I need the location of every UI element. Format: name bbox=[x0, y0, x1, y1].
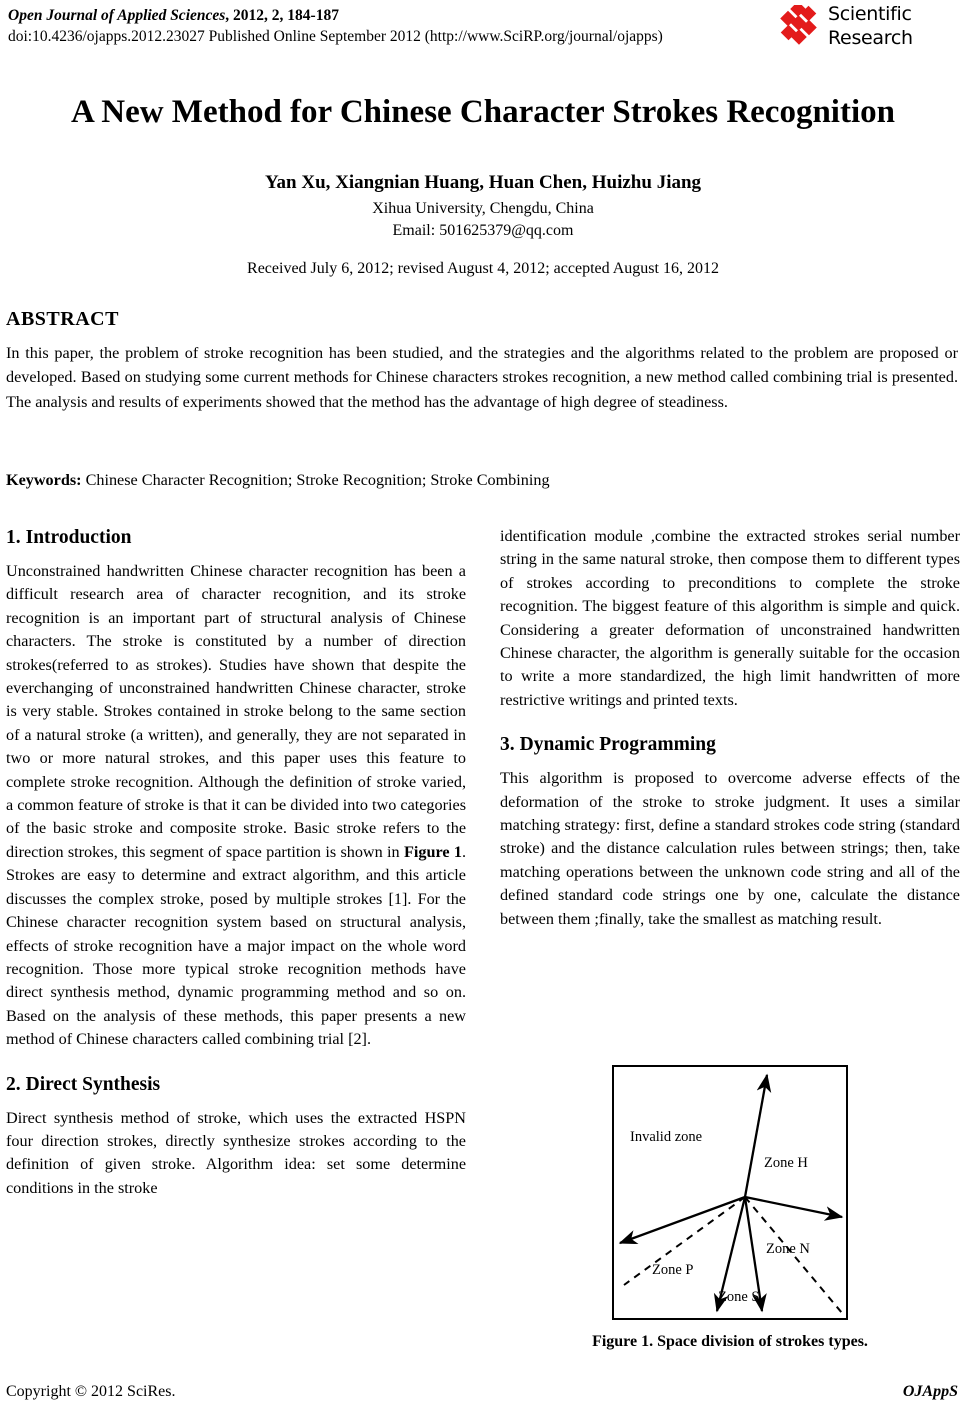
keywords-label: Keywords: bbox=[6, 471, 82, 489]
diamond-logo-icon bbox=[778, 5, 824, 49]
figure-label-zone-h: Zone H bbox=[764, 1155, 808, 1171]
figure-label-zone-s: Zone S bbox=[718, 1289, 760, 1305]
logo-text bbox=[828, 2, 913, 50]
section-title-2: Direct Synthesis bbox=[25, 1073, 161, 1095]
direct-synthesis-paragraph: Direct synthesis method of stroke, which uses the extracted HSPN four direction strokes, directly synthesize strokes according to the definition of given stroke. Algorithm idea: set some determine conditions in the stroke bbox=[6, 1108, 466, 1197]
figure-label-zone-p: Zone P bbox=[652, 1262, 694, 1278]
submission-dates: Received July 6, 2012; revised August 4, 2012; accepted August 16, 2012 bbox=[247, 260, 719, 277]
header-doi-line: doi:10.4236/ojapps.2012.23027 Published Online September 2012 (http://www.SciRP.org/journal/ojapps) bbox=[8, 28, 663, 45]
figure-1-container bbox=[500, 1065, 960, 1352]
journal-name: Open Journal of Applied Sciences bbox=[8, 7, 226, 24]
section-heading-dynamic-programming bbox=[500, 732, 960, 758]
figure-reference: Figure 1 bbox=[403, 842, 462, 861]
scientific-research-logo bbox=[778, 2, 960, 52]
direct-synthesis-continued-paragraph: identification module ,combine the extracted strokes serial number string in the same natural stroke, then compose them to different types of strokes according to preconditions to complete the stroke recognition. The biggest feature of this algorithm is simple and quick. Considering a greater deformation of unconstrained handwritten Chinese character, the algorithm is generally suitable for the occasion to write a more standardized, the high limit handwritten of more restrictive writings and printed texts. bbox=[500, 527, 960, 709]
keywords-values: Chinese Character Recognition; Stroke Recognition; Stroke Combining bbox=[81, 471, 550, 489]
right-column bbox=[500, 525, 960, 931]
section-number-3: 3. bbox=[500, 734, 515, 756]
space-division-diagram bbox=[614, 1067, 846, 1318]
logo-text-line1: Scientific bbox=[828, 3, 912, 25]
footer-journal-abbrev: OJAppS bbox=[902, 1383, 958, 1400]
figure-label-zone-n: Zone N bbox=[766, 1241, 810, 1257]
keywords-line bbox=[6, 468, 958, 492]
journal-issue-info: , 2012, 2, 184-187 bbox=[225, 7, 339, 24]
arrow-left-boundary bbox=[620, 1197, 745, 1243]
contact-email: Email: 501625379@qq.com bbox=[392, 222, 574, 239]
section-heading-direct-synthesis bbox=[6, 1072, 466, 1098]
arrow-zone-h-boundary bbox=[745, 1075, 767, 1197]
intro-text-part1: Unconstrained handwritten Chinese character recognition has been a difficult research area of character recognition, and its stroke recognition is an important part of structural analysis of Chinese characters. The stroke is constituted by a number of direction strokes(referred to as strokes). Studies have shown that despite the everchanging of unconstrained handwritten Chinese character, stroke is very stable. Strokes contained in stroke belong to the same section of a natural stroke (a written), and generally, they are not separated in two or more natural strokes, and this paper uses this feature to complete stroke recognition. Although the definition of stroke varied, a common feature of stroke is that it can be divided into two categories of the basic stroke and composite stroke. Basic stroke refers to the direction strokes, this segment of space partition is shown in bbox=[6, 562, 466, 861]
footer-copyright: Copyright © 2012 SciRes. bbox=[6, 1383, 176, 1400]
logo-text-line2: Research bbox=[828, 27, 913, 49]
affiliation: Xihua University, Chengdu, China bbox=[372, 200, 594, 217]
figure-label-invalid-zone: Invalid zone bbox=[630, 1129, 703, 1145]
abstract-text: In this paper, the problem of stroke recognition has been studied, and the strategies and the algorithms related to the problem are proposed or developed. Based on studying some current methods for Chinese characters strokes recognition, a new method called combining trial is presented. The analysis and results of experiments showed that the method has the advantage of high degree of steadiness. bbox=[6, 344, 958, 411]
figure-1-frame bbox=[612, 1065, 848, 1320]
left-column bbox=[6, 525, 466, 1200]
figure-1-caption: Figure 1. Space division of strokes types. bbox=[592, 1333, 868, 1350]
paper-title: A New Method for Chinese Character Strokes Recognition bbox=[70, 94, 895, 130]
section-number-1: 1. bbox=[6, 527, 21, 548]
section-title-3: Dynamic Programming bbox=[519, 734, 716, 756]
section-title-1: Introduction bbox=[25, 527, 132, 548]
abstract-heading: ABSTRACT bbox=[6, 308, 119, 330]
introduction-paragraph bbox=[6, 560, 466, 1052]
section-number-2: 2. bbox=[6, 1073, 21, 1095]
intro-text-part2: . Strokes are easy to determine and extract algorithm, and this article discusses the complex stroke, posed by multiple strokes [1]. For the Chinese character recognition system based on structural analysis, effects of stroke recognition have a major impact on the whole word recognition. Those more typical stroke recognition methods have direct synthesis method, dynamic programming method and so on. Based on the analysis of these methods, this paper presents a new method of Chinese characters called combining trial [2]. bbox=[6, 842, 466, 1049]
arrow-right-boundary bbox=[745, 1197, 842, 1217]
author-list: Yan Xu, Xiangnian Huang, Huan Chen, Huizhu Jiang bbox=[264, 172, 702, 193]
section-heading-introduction bbox=[6, 525, 466, 551]
dynamic-programming-paragraph: This algorithm is proposed to overcome adverse effects of the deformation of the stroke to stroke judgment. It uses a similar matching strategy: first, define a standard strokes code string (standard stroke) and the distance calculation rules between strings; then, take matching operations between the unknown code string and all of the defined standard code strings one by one, calculate the distance between them ;finally, take the smallest as matching result. bbox=[500, 769, 960, 928]
